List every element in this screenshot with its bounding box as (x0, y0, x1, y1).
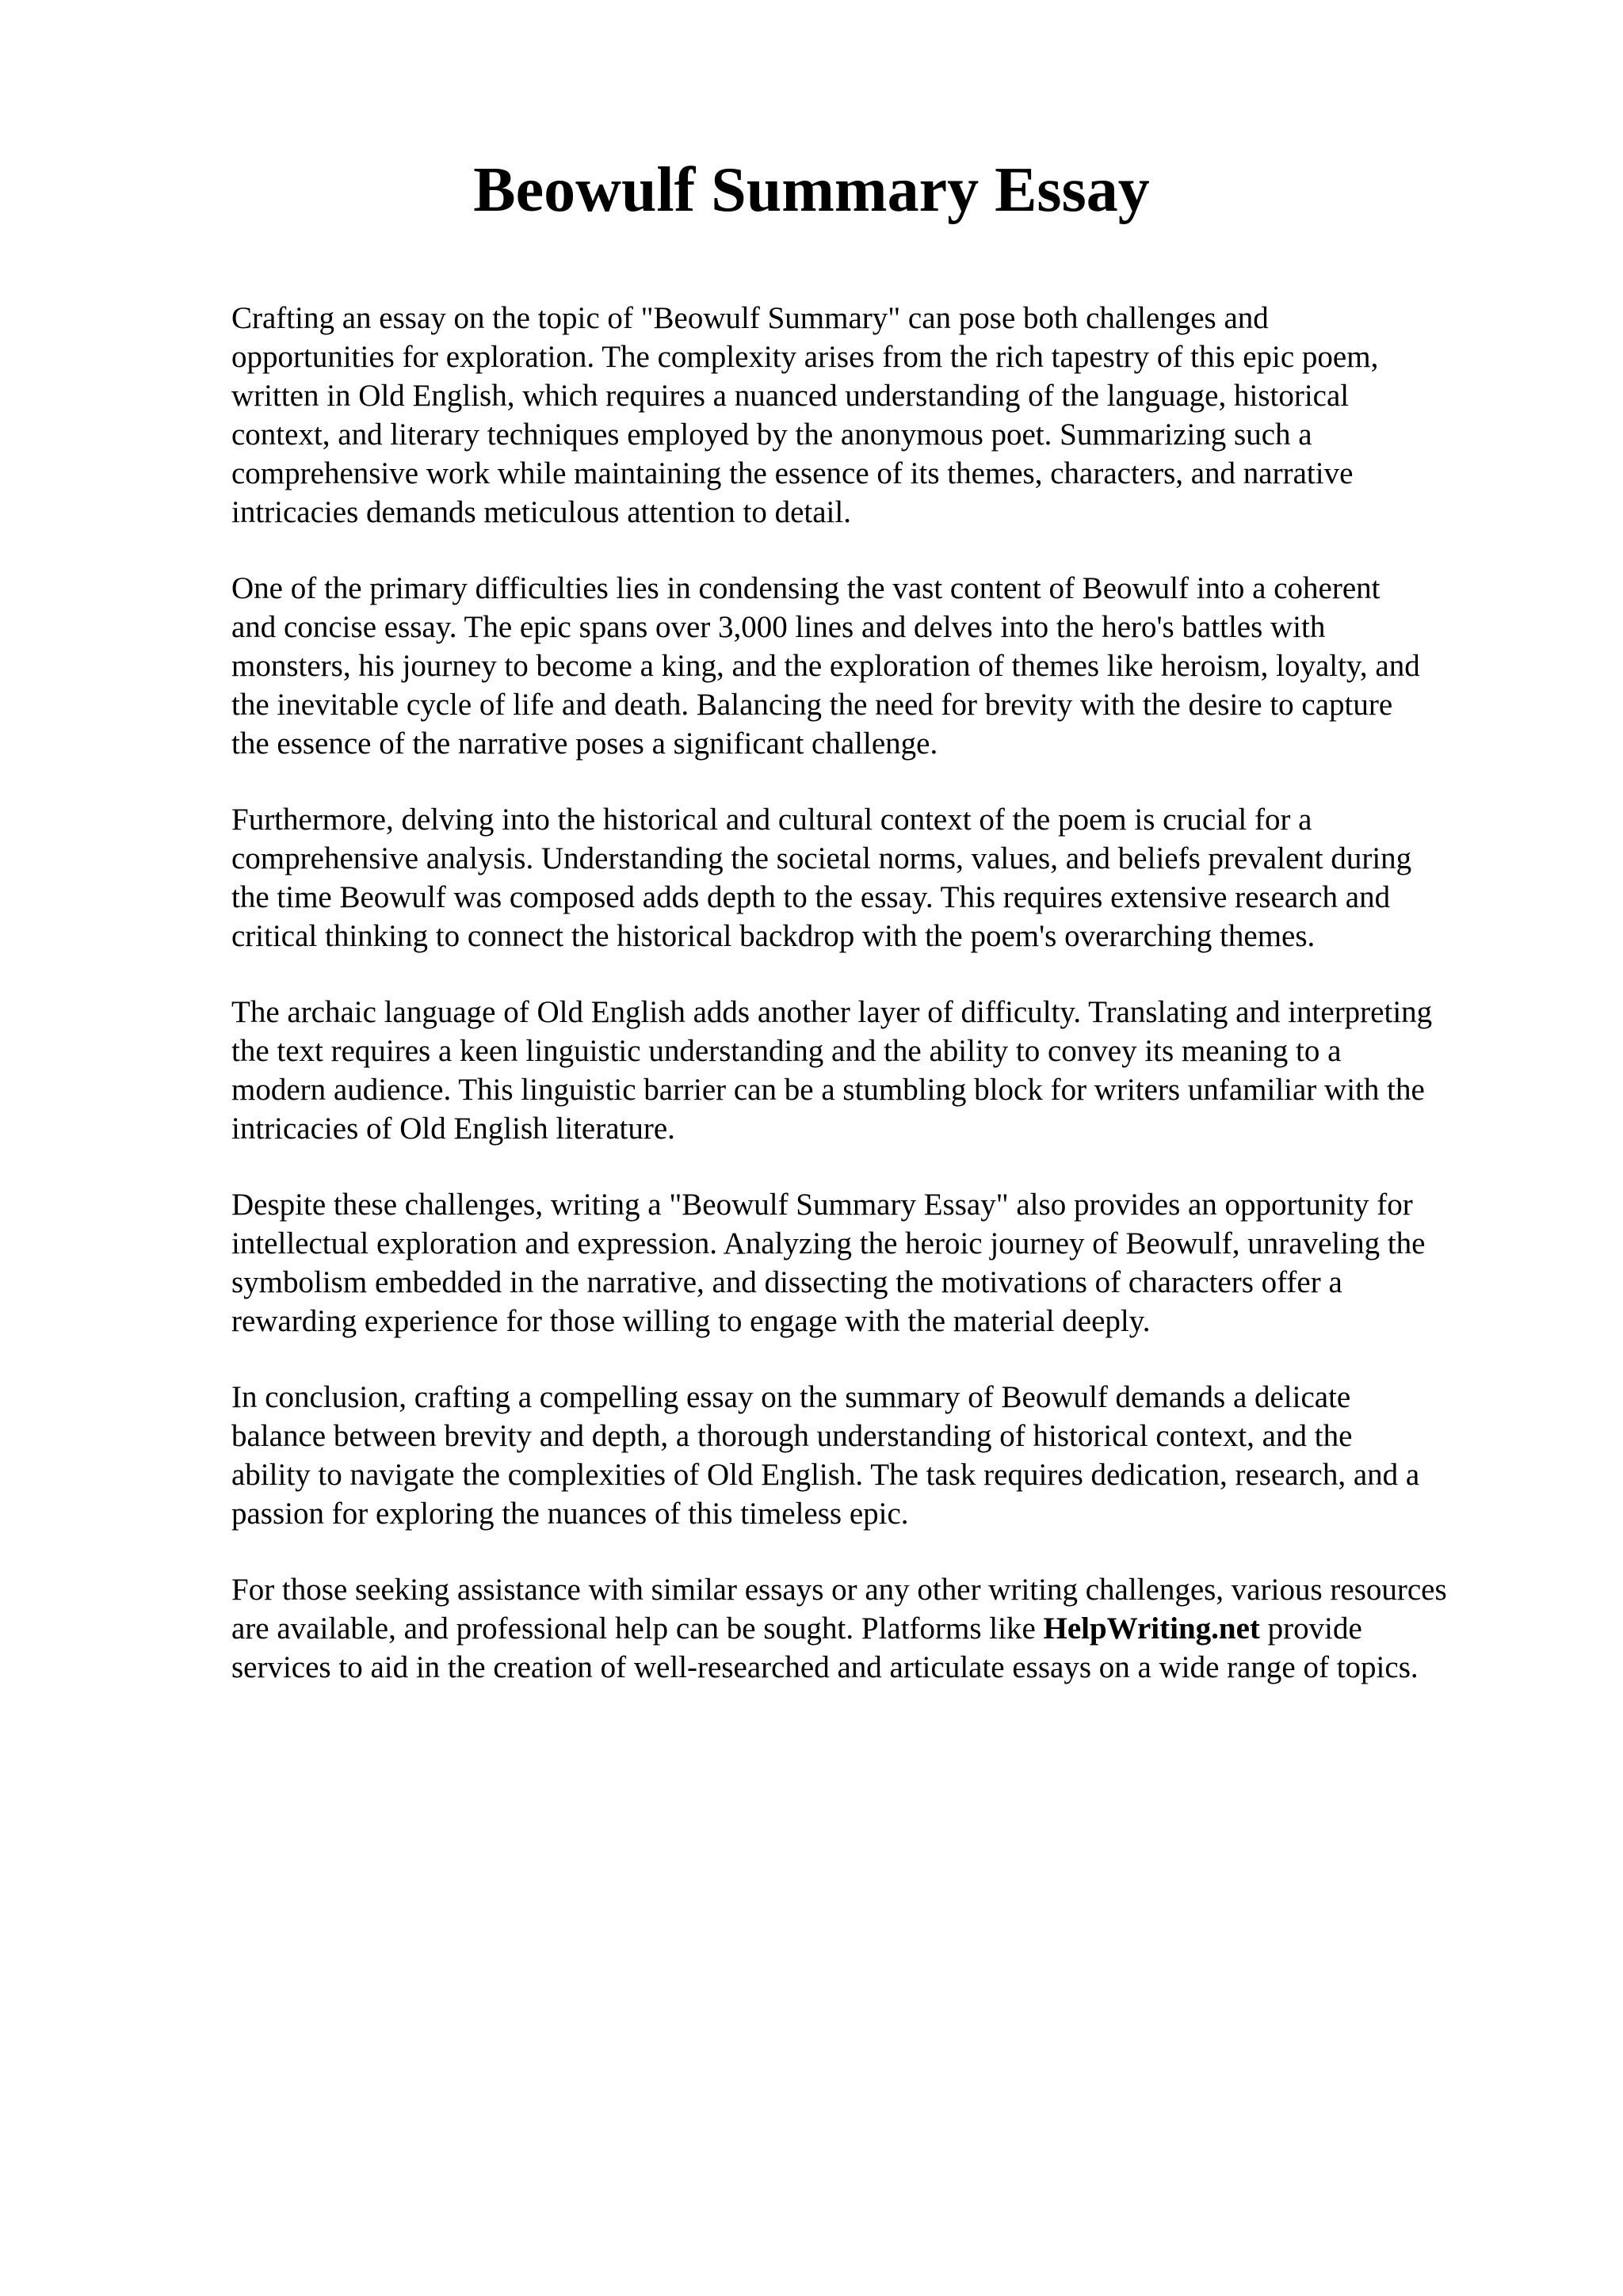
text-line: comprehensive work while maintaining the essence of its themes, characters, and narrative (231, 456, 1354, 490)
text-line: The archaic language of Old English adds another layer of difficulty. Translating and interpreting (231, 995, 1433, 1029)
text-line: intricacies of Old English literature. (231, 1112, 675, 1146)
text-line: services to aid in the creation of well-researched and articulate essays on a wide range of topics. (231, 1650, 1419, 1684)
text-line (231, 1609, 1547, 1648)
helpwriting-link[interactable]: HelpWriting.net (1043, 1611, 1260, 1646)
text-line: balance between brevity and depth, a thorough understanding of historical context, and the (231, 1419, 1353, 1453)
text-line: the inevitable cycle of life and death. Balancing the need for brevity with the desire to capture (231, 688, 1393, 722)
document-body (231, 299, 1547, 1724)
text-line: and concise essay. The epic spans over 3,000 lines and delves into the hero's battles with (231, 610, 1326, 644)
paragraph-5 (231, 1185, 1547, 1341)
text-line: opportunities for exploration. The complexity arises from the rich tapestry of this epic poem, (231, 340, 1379, 374)
text-line: For those seeking assistance with similar essays or any other writing challenges, various resources (231, 1573, 1447, 1607)
text-line: the time Beowulf was composed adds depth to the essay. This requires extensive research and (231, 880, 1391, 914)
text-line: One of the primary difficulties lies in condensing the vast content of Beowulf into a coherent (231, 571, 1381, 605)
paragraph-4 (231, 993, 1547, 1148)
paragraph-1 (231, 299, 1547, 532)
text-line: written in Old English, which requires a nuanced understanding of the language, historical (231, 379, 1350, 413)
text-segment: are available, and professional help can be sought. Platforms like (231, 1611, 1044, 1646)
text-segment: provide (1259, 1611, 1362, 1646)
text-line: monsters, his journey to become a king, and the exploration of themes like heroism, loyalty, and (231, 649, 1420, 683)
text-line: the essence of the narrative poses a significant challenge. (231, 727, 938, 761)
text-line: intellectual exploration and expression. Analyzing the heroic journey of Beowulf, unraveling the (231, 1226, 1426, 1261)
text-line: passion for exploring the nuances of this timeless epic. (231, 1497, 909, 1531)
document-title: Beowulf Summary Essay (473, 155, 1150, 225)
text-line: comprehensive analysis. Understanding the societal norms, values, and beliefs prevalent during (231, 841, 1412, 875)
closing-paragraph (231, 1570, 1547, 1687)
text-line: Crafting an essay on the topic of "Beowulf Summary" can pose both challenges and (231, 301, 1269, 335)
text-line: the text requires a keen linguistic understanding and the ability to convey its meaning to a (231, 1034, 1342, 1068)
paragraph-2 (231, 569, 1547, 763)
text-line: modern audience. This linguistic barrier can be a stumbling block for writers unfamiliar with the (231, 1073, 1425, 1107)
text-line: In conclusion, crafting a compelling essay on the summary of Beowulf demands a delicate (231, 1380, 1351, 1414)
text-line: symbolism embedded in the narrative, and dissecting the motivations of characters offer a (231, 1265, 1342, 1299)
paragraph-3 (231, 800, 1547, 955)
text-line: context, and literary techniques employed by the anonymous poet. Summarizing such a (231, 418, 1312, 452)
text-line: critical thinking to connect the historical backdrop with the poem's overarching themes. (231, 919, 1316, 953)
text-line: Despite these challenges, writing a "Beowulf Summary Essay" also provides an opportunity for (231, 1188, 1413, 1222)
text-line: ability to navigate the complexities of Old English. The task requires dedication, research, and a (231, 1458, 1420, 1492)
text-line: rewarding experience for those willing to engage with the material deeply. (231, 1304, 1151, 1338)
text-line: Furthermore, delving into the historical and cultural context of the poem is crucial for a (231, 803, 1312, 837)
paragraph-6 (231, 1378, 1547, 1533)
text-line: intricacies demands meticulous attention to detail. (231, 495, 851, 529)
